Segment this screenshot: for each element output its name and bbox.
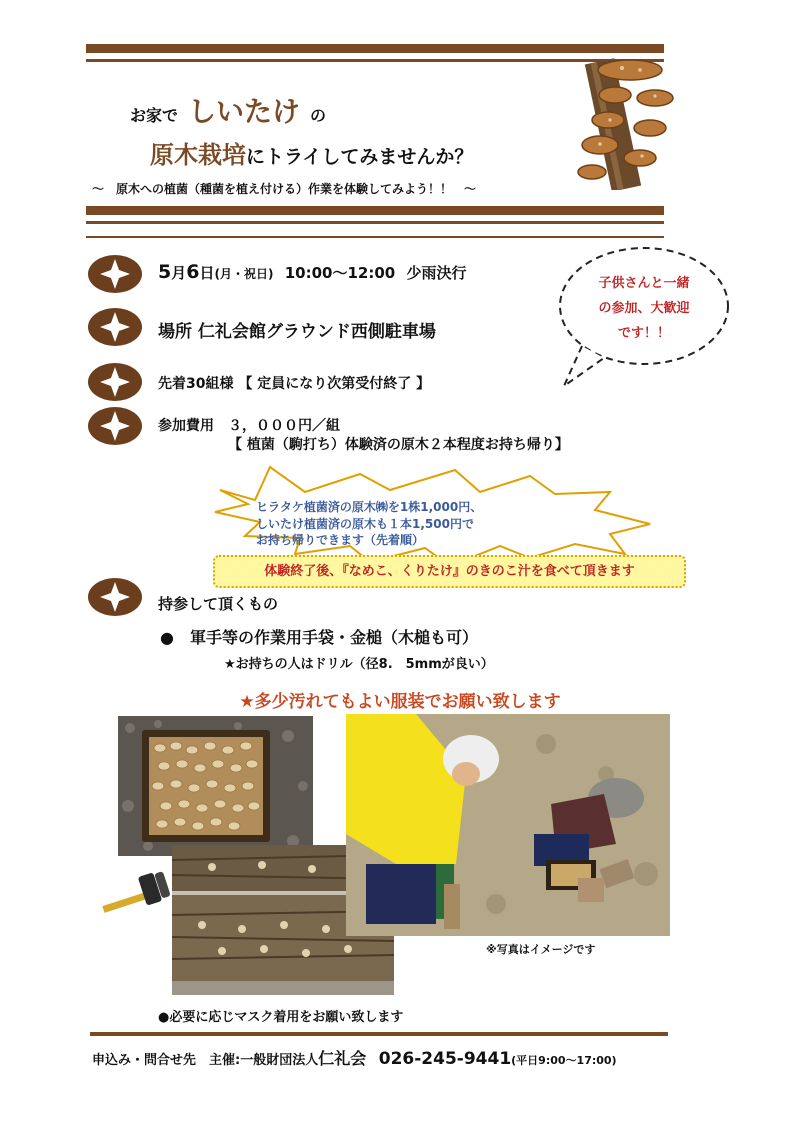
header-bottom-band <box>86 206 664 215</box>
spawn-tray-photo <box>118 716 313 856</box>
event-location: 場所 仁礼会館グラウンド西側駐車場 <box>158 322 436 342</box>
contact-info <box>92 1046 617 1069</box>
bring-item: ● 軍手等の作業用手袋・金槌（木槌も可） <box>160 628 478 647</box>
bring-title: 持参して頂くもの <box>158 595 279 613</box>
star-icon <box>87 362 143 402</box>
title2-emphasis: 原木栽培 <box>150 141 246 169</box>
title2-rest: にトライしてみませんか？ <box>246 146 474 168</box>
workshop-photo <box>346 714 670 936</box>
title-line-2 <box>150 135 473 170</box>
speech-bubble-text: 子供さんと一緒 の参加、大歓迎 です！！ <box>598 276 690 341</box>
star-icon <box>87 254 143 294</box>
photo-note: ※写真はイメージです <box>486 943 596 956</box>
title-emphasis: しいたけ <box>188 95 301 128</box>
star-icon <box>87 307 143 347</box>
event-capacity: 先着30組様 【 定員になり次第受付終了 】 <box>158 376 431 392</box>
subtitle: ～ 原木への植菌（種菌を植え付ける）作業を体験してみよう！！ ～ <box>92 182 477 196</box>
event-fee-note: 【 植菌（駒打ち）体験済の原木２本程度お持ち帰り】 <box>228 437 569 453</box>
soup-banner: 体験終了後、『なめこ、くりたけ』のきのこ汁を食べて頂きます <box>213 555 686 588</box>
star-icon <box>87 577 143 617</box>
contact-org: 仁礼会 <box>318 1049 367 1068</box>
event-fee: 参加費用 ３，０００円／組 <box>158 418 340 434</box>
contact-hours: (平日9:00～17:00) <box>511 1054 617 1067</box>
mask-note: ●必要に応じマスク着用をお願い致します <box>158 1010 404 1025</box>
header-bottom-band-thin <box>86 221 664 224</box>
mushroom-log-icon <box>570 40 690 190</box>
hammer-icon <box>98 868 178 918</box>
star-icon <box>87 406 143 446</box>
bring-note: ★お持ちの人はドリル（径8. 5mmが良い） <box>224 657 494 672</box>
footer-band <box>90 1032 668 1036</box>
contact-phone: 026-245-9441 <box>378 1049 512 1069</box>
title-prefix: お家で <box>130 106 179 125</box>
contact-label: 申込み・問合せ先 主催:一般財団法人 <box>92 1053 319 1068</box>
event-date: 5月6日(月・祝日) 10:00～12:00 少雨決行 <box>158 261 467 283</box>
divider-band <box>86 236 664 238</box>
title-line-1 <box>130 90 326 130</box>
burst-text: ヒラタケ植菌済の原木㈱を1株1,000円、 しいたけ植菌済の原木も１本1,500円で お持ち帰りできます（先着順） <box>256 500 483 547</box>
title-particle: の <box>310 106 327 125</box>
clothing-note: ★多少汚れてもよい服装でお願い致します <box>239 692 561 712</box>
